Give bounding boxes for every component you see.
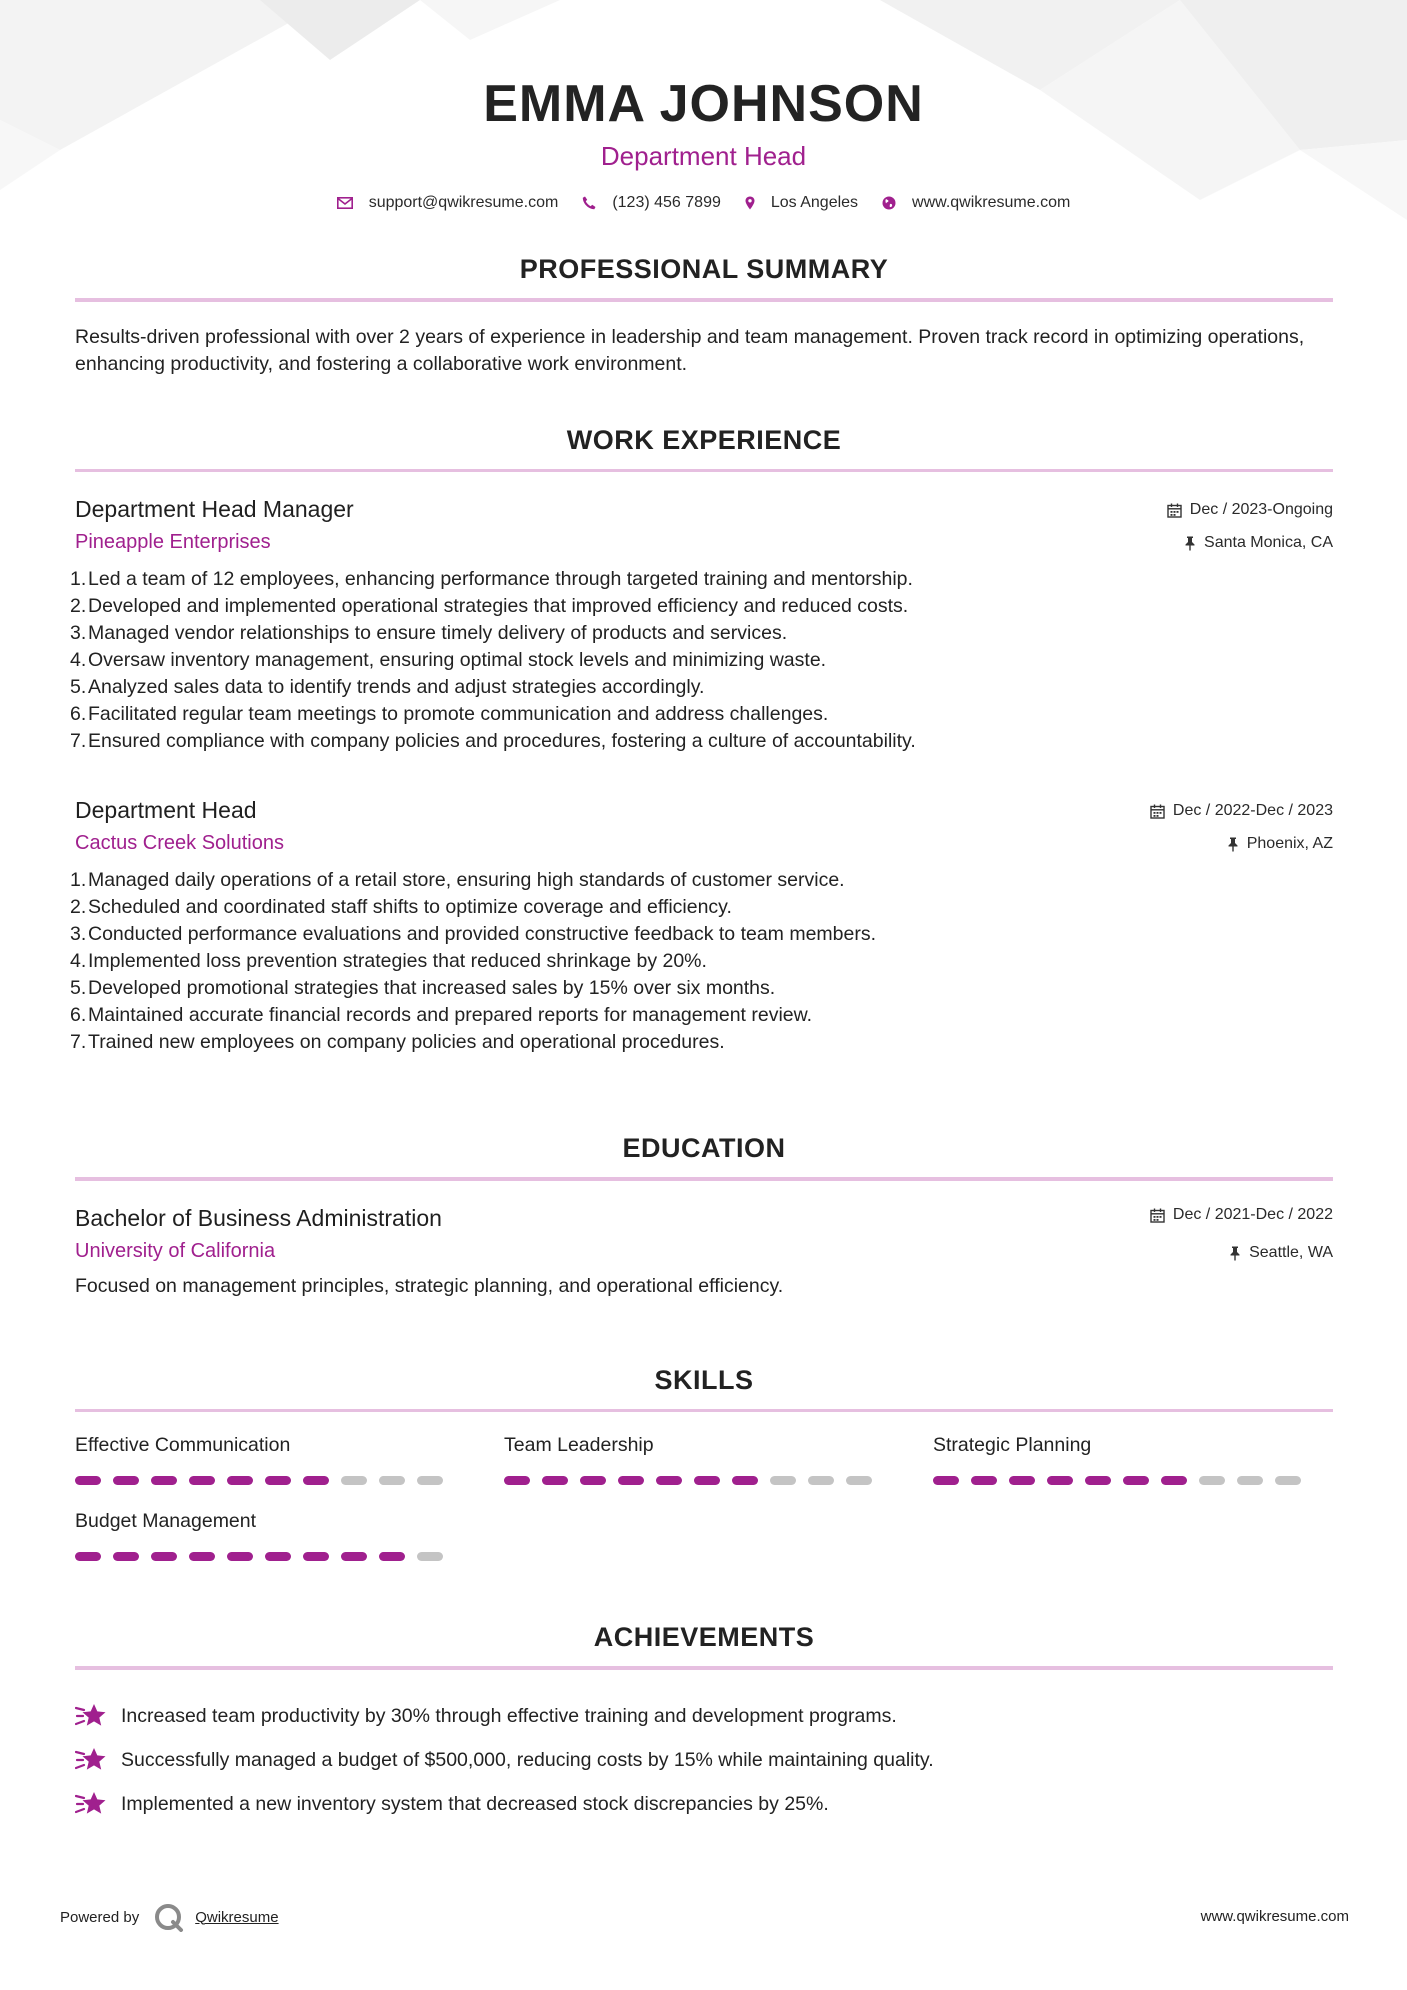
pushpin-icon bbox=[1184, 536, 1196, 551]
achievement-text: Implemented a new inventory system that decreased stock discrepancies by 25%. bbox=[121, 1793, 829, 1815]
section-divider bbox=[75, 298, 1333, 302]
list-item: 4. Implemented loss prevention strategies that reduced shrinkage by 20%. bbox=[70, 950, 707, 972]
summary-text: Results-driven professional with over 2 years of experience in leadership and team management. Proven track record in optimizing operations, enhancing productivity, and fostering a collaborative work environment. bbox=[75, 326, 1305, 375]
education-meta bbox=[1150, 1205, 1333, 1263]
job-company: Cactus Creek Solutions bbox=[75, 832, 284, 854]
contact-phone[interactable] bbox=[582, 194, 721, 212]
skill-rating bbox=[933, 1476, 1313, 1485]
achievements-section bbox=[75, 1620, 1333, 1826]
skill-dot-empty bbox=[417, 1476, 443, 1485]
job-meta bbox=[1150, 801, 1333, 854]
map-pin-icon bbox=[745, 196, 755, 210]
calendar-icon bbox=[1150, 1208, 1165, 1223]
skill-item bbox=[75, 1432, 455, 1485]
contact-website[interactable] bbox=[882, 194, 1070, 212]
achievement-text: Increased team productivity by 30% through effective training and development programs. bbox=[121, 1705, 897, 1727]
skill-name: Strategic Planning bbox=[933, 1434, 1092, 1456]
skill-dot-empty bbox=[846, 1476, 872, 1485]
list-item: 2. Scheduled and coordinated staff shifts to optimize coverage and efficiency. bbox=[70, 896, 732, 918]
experience-heading: WORK EXPERIENCE bbox=[566, 425, 842, 455]
education-description: Focused on management principles, strategic planning, and operational efficiency. bbox=[75, 1275, 784, 1297]
pushpin-icon bbox=[1229, 1246, 1241, 1261]
skill-dot-empty bbox=[1199, 1476, 1225, 1485]
skill-dot-filled bbox=[732, 1476, 758, 1485]
skill-item bbox=[75, 1508, 455, 1561]
section-divider bbox=[75, 1666, 1333, 1670]
list-item: 1. Led a team of 12 employees, enhancing performance through targeted training and mentorship. bbox=[70, 568, 913, 590]
contact-bar bbox=[0, 194, 1407, 212]
skill-dot-filled bbox=[113, 1552, 139, 1561]
candidate-role: Department Head bbox=[600, 141, 807, 171]
list-item bbox=[75, 1782, 1333, 1826]
calendar-icon bbox=[1150, 804, 1165, 819]
skill-dot-empty bbox=[770, 1476, 796, 1485]
skill-name: Effective Communication bbox=[75, 1434, 291, 1456]
skill-dot-filled bbox=[341, 1552, 367, 1561]
location-text: Los Angeles bbox=[770, 194, 859, 211]
skill-dot-filled bbox=[75, 1552, 101, 1561]
skill-dot-filled bbox=[656, 1476, 682, 1485]
skills-heading: SKILLS bbox=[654, 1365, 754, 1395]
job-date: Dec / 2023-Ongoing bbox=[1189, 501, 1333, 518]
powered-by-label: Powered by bbox=[60, 1908, 140, 1926]
skill-dot-filled bbox=[303, 1476, 329, 1485]
job-bullets bbox=[70, 867, 1333, 1056]
pushpin-icon bbox=[1227, 837, 1239, 852]
skill-dot-empty bbox=[417, 1552, 443, 1561]
envelope-icon bbox=[337, 197, 353, 209]
job-location: Phoenix, AZ bbox=[1246, 835, 1333, 852]
skill-dot-filled bbox=[265, 1476, 291, 1485]
skill-rating bbox=[75, 1552, 455, 1561]
email-text: support@qwikresume.com bbox=[368, 194, 559, 211]
job-title: Department Head Manager bbox=[75, 496, 354, 522]
list-item bbox=[75, 1738, 1333, 1782]
skill-dot-filled bbox=[151, 1552, 177, 1561]
school-name: University of California bbox=[75, 1240, 276, 1262]
list-item: 3. Managed vendor relationships to ensure timely delivery of products and services. bbox=[70, 622, 788, 644]
list-item: 2. Developed and implemented operational strategies that improved efficiency and reduced costs. bbox=[70, 595, 909, 617]
list-item: 6. Maintained accurate financial records and prepared reports for management review. bbox=[70, 1004, 813, 1026]
skills-section bbox=[75, 1363, 1333, 1592]
skill-dot-empty bbox=[379, 1476, 405, 1485]
education-section bbox=[75, 1131, 1333, 1300]
section-divider bbox=[75, 1409, 1333, 1412]
skill-item bbox=[504, 1432, 884, 1485]
powered-by bbox=[60, 1900, 279, 1934]
education-date: Dec / 2021-Dec / 2022 bbox=[1172, 1206, 1333, 1223]
skill-dot-filled bbox=[189, 1476, 215, 1485]
resume-header bbox=[0, 72, 1407, 212]
list-item bbox=[75, 1694, 1333, 1738]
skill-dot-filled bbox=[694, 1476, 720, 1485]
skill-dot-filled bbox=[227, 1552, 253, 1561]
skill-dot-filled bbox=[971, 1476, 997, 1485]
job-title: Department Head bbox=[75, 797, 257, 823]
skill-dot-filled bbox=[542, 1476, 568, 1485]
skill-name: Budget Management bbox=[75, 1510, 257, 1532]
achievements-heading: ACHIEVEMENTS bbox=[593, 1622, 815, 1652]
star-icon bbox=[75, 1746, 107, 1774]
skill-dot-filled bbox=[265, 1552, 291, 1561]
list-item: 5. Analyzed sales data to identify trends and adjust strategies accordingly. bbox=[70, 676, 705, 698]
list-item: 5. Developed promotional strategies that increased sales by 15% over six months. bbox=[70, 977, 776, 999]
website-text: www.qwikresume.com bbox=[912, 194, 1071, 211]
phone-text: (123) 456 7899 bbox=[612, 194, 721, 211]
contact-email[interactable] bbox=[337, 194, 559, 212]
list-item: 6. Facilitated regular team meetings to promote communication and address challenges. bbox=[70, 703, 829, 725]
skill-dot-filled bbox=[151, 1476, 177, 1485]
job-entry bbox=[70, 795, 1333, 1056]
skill-dot-filled bbox=[1085, 1476, 1111, 1485]
skill-rating bbox=[504, 1476, 884, 1485]
job-bullets bbox=[70, 566, 1333, 755]
list-item: 3. Conducted performance evaluations and provided constructive feedback to team members. bbox=[70, 923, 877, 945]
star-icon bbox=[75, 1790, 107, 1818]
job-entry bbox=[70, 494, 1333, 755]
experience-section bbox=[70, 423, 1333, 1056]
skill-dot-filled bbox=[189, 1552, 215, 1561]
skill-dot-filled bbox=[580, 1476, 606, 1485]
section-divider bbox=[75, 469, 1333, 472]
skill-rating bbox=[75, 1476, 455, 1485]
job-meta bbox=[1167, 500, 1333, 553]
summary-section bbox=[75, 252, 1333, 378]
skill-dot-empty bbox=[808, 1476, 834, 1485]
star-icon bbox=[75, 1702, 107, 1730]
skill-dot-filled bbox=[75, 1476, 101, 1485]
section-divider bbox=[75, 1177, 1333, 1181]
qwikresume-logo-icon bbox=[153, 1902, 187, 1932]
list-item: 1. Managed daily operations of a retail store, ensuring high standards of customer service. bbox=[70, 869, 845, 891]
globe-icon bbox=[882, 196, 896, 210]
education-entry bbox=[75, 1203, 1333, 1300]
candidate-name: EMMA JOHNSON bbox=[483, 75, 924, 133]
skill-dot-filled bbox=[1047, 1476, 1073, 1485]
skill-dot-filled bbox=[504, 1476, 530, 1485]
achievement-text: Successfully managed a budget of $500,000, reducing costs by 15% while maintaining quality. bbox=[121, 1749, 934, 1771]
achievements-list bbox=[75, 1694, 1333, 1826]
skill-dot-empty bbox=[1275, 1476, 1301, 1485]
skill-dot-filled bbox=[379, 1552, 405, 1561]
skills-grid bbox=[75, 1432, 1333, 1592]
job-date: Dec / 2022-Dec / 2023 bbox=[1172, 802, 1333, 819]
skill-dot-filled bbox=[618, 1476, 644, 1485]
skill-dot-empty bbox=[1237, 1476, 1263, 1485]
list-item: 7. Trained new employees on company policies and operational procedures. bbox=[70, 1031, 725, 1053]
job-location: Santa Monica, CA bbox=[1204, 534, 1333, 551]
phone-icon bbox=[582, 196, 596, 210]
skill-dot-filled bbox=[1009, 1476, 1035, 1485]
skill-dot-filled bbox=[933, 1476, 959, 1485]
skill-name: Team Leadership bbox=[504, 1434, 654, 1456]
contact-location bbox=[745, 194, 858, 212]
education-heading: EDUCATION bbox=[622, 1133, 786, 1163]
summary-heading: PROFESSIONAL SUMMARY bbox=[519, 254, 889, 284]
calendar-icon bbox=[1167, 503, 1182, 518]
skill-dot-empty bbox=[341, 1476, 367, 1485]
page-footer bbox=[0, 1900, 1407, 1940]
footer-website[interactable]: www.qwikresume.com bbox=[1200, 1908, 1349, 1925]
skill-dot-filled bbox=[1123, 1476, 1149, 1485]
brand-link[interactable]: Qwikresume bbox=[195, 1908, 279, 1926]
list-item: 7. Ensured compliance with company policies and procedures, fostering a culture of accountability. bbox=[70, 730, 916, 752]
list-item: 4. Oversaw inventory management, ensuring optimal stock levels and minimizing waste. bbox=[70, 649, 827, 671]
skill-dot-filled bbox=[227, 1476, 253, 1485]
skill-dot-filled bbox=[113, 1476, 139, 1485]
skill-item bbox=[933, 1432, 1313, 1485]
skill-dot-filled bbox=[303, 1552, 329, 1561]
education-location: Seattle, WA bbox=[1249, 1244, 1333, 1261]
job-company: Pineapple Enterprises bbox=[75, 531, 271, 553]
degree-title: Bachelor of Business Administration bbox=[75, 1205, 442, 1231]
skill-dot-filled bbox=[1161, 1476, 1187, 1485]
